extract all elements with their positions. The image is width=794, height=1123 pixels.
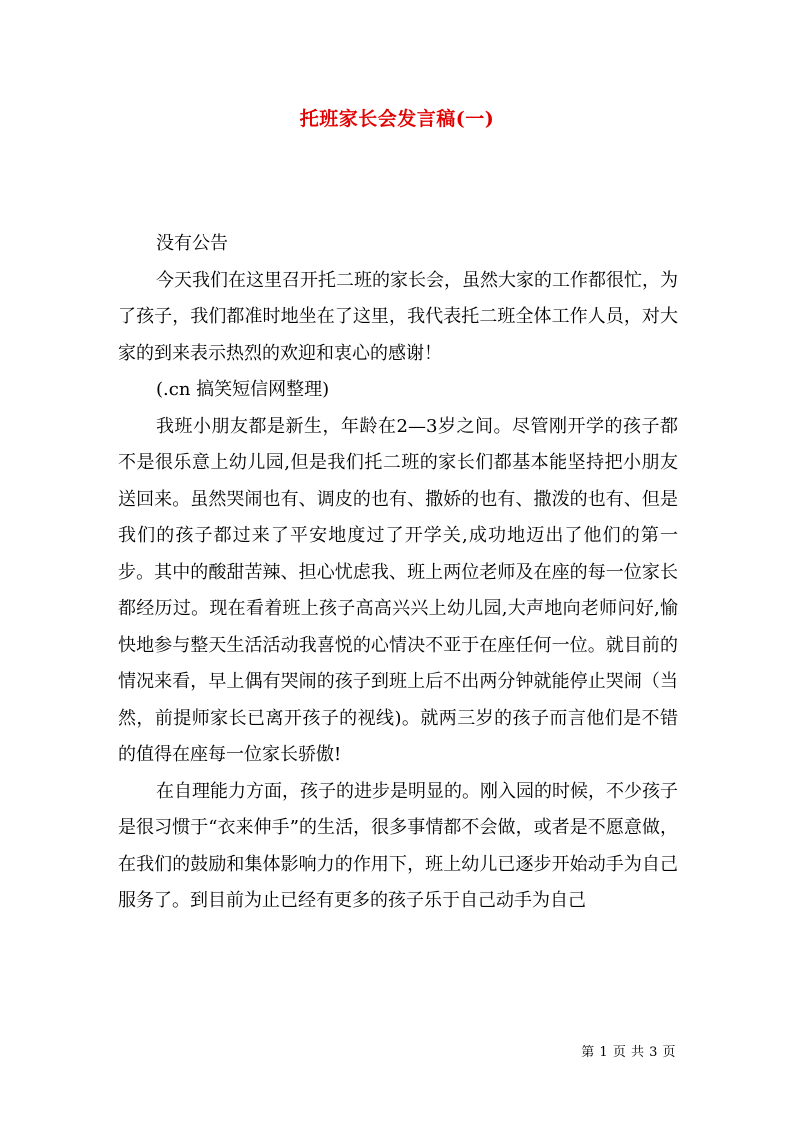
document-body [118,226,678,920]
paragraph-welcome: 今天我们在这里召开托二班的家长会，虽然大家的工作都很忙，为了孩子，我们都准时地坐在了这里，我代表托二班全体工作人员，对大家的到来表示热烈的欢迎和衷心的感谢！ [118,269,678,364]
document-title: 托班家长会发言稿(一) [299,108,495,130]
paragraph-notice: 没有公告 [156,233,228,254]
paragraph-source: (.cn 搞笑短信网整理) [156,379,330,400]
paragraph-class-progress: 我班小朋友都是新生，年龄在2—3岁之间。尽管刚开学的孩子都不是很乐意上幼儿园,但是我们托二班的家长们都基本能坚持把小朋友送回来。虽然哭闹也有、调皮的也有、撒娇的也有、撒泼的也有、但是我们的孩子都过来了平安地度过了开学关,成功地迈出了他们的第一步。其中的酸甜苦辣、担心忧虑我、班上两位老师及在座的每一位家长都经历过。现在看着班上孩子高高兴兴上幼儿园,大声地向老师问好,愉快地参与整天生活活动我喜悦的心情决不亚于在座任何一位。就目前的情况来看，早上偶有哭闹的孩子到班上后不出两分钟就能停止哭闹（当然，前提师家长已离开孩子的视线)。就两三岁的孩子而言他们是不错的值得在座每一位家长骄傲! [118,415,678,765]
paragraph-self-care: 在自理能力方面，孩子的进步是明显的。刚入园的时候，不少孩子是很习惯于“衣来伸手”的生活，很多事情都不会做，或者是不愿意做，在我们的鼓励和集体影响力的作用下，班上幼儿已逐步开始动手为自己服务了。到目前为止已经有更多的孩子乐于自己动手为自己 [118,780,678,911]
page-number-footer: 第 1 页 共 3 页 [581,1045,676,1060]
